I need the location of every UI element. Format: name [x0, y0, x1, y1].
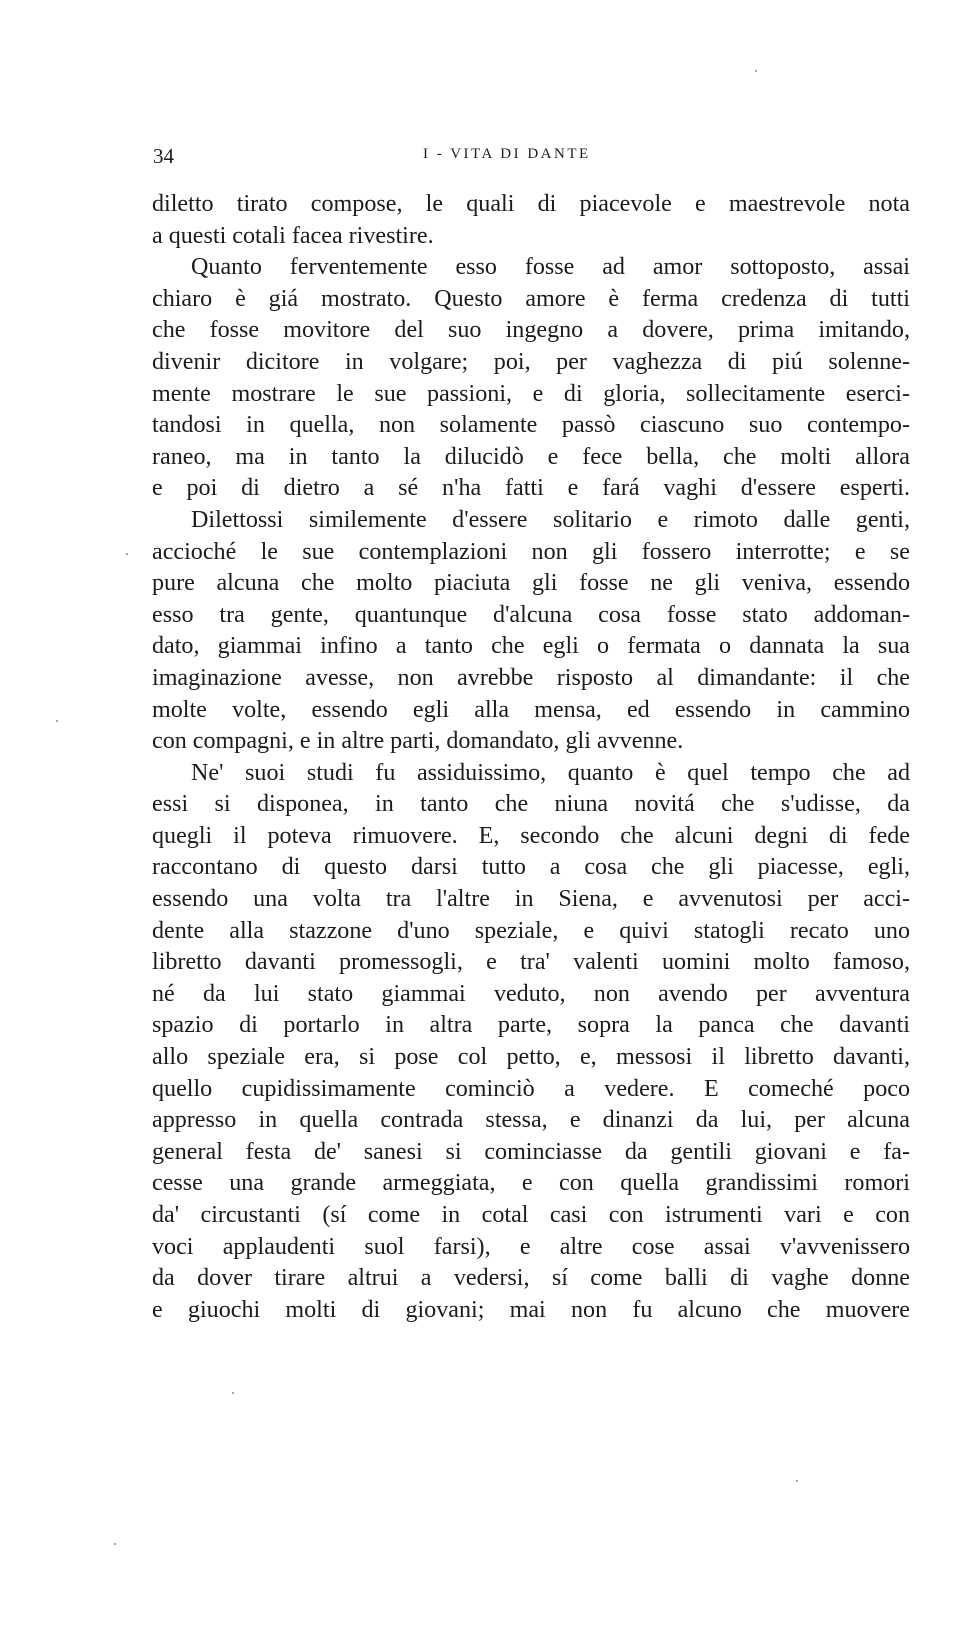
text-line: mente mostrare le sue passioni, e di gloria, sollecitamente eserci-	[152, 380, 910, 407]
text-line: libretto davanti promessogli, e tra' valenti uomini molto famoso,	[152, 949, 910, 976]
scan-speck	[232, 1392, 234, 1394]
text-line: quegli il poteva rimuovere. E, secondo che alcuni degni di fede	[152, 822, 910, 849]
text-line: divenir dicitore in volgare; poi, per vaghezza di piú solenne-	[152, 348, 910, 375]
scan-speck	[56, 720, 58, 722]
text-line: e giuochi molti di giovani; mai non fu alcuno che muovere	[152, 1296, 910, 1323]
text-line: da dover tirare altrui a vedersi, sí come balli di vaghe donne	[152, 1265, 910, 1292]
text-line: voci applaudenti suol farsi), e altre cose assai v'avvenissero	[152, 1233, 910, 1260]
text-line: tandosi in quella, non solamente passò ciascuno suo contempo-	[152, 412, 910, 439]
text-line: Quanto ferventemente esso fosse ad amor sottoposto, assai	[191, 254, 910, 281]
text-line: pure alcuna che molto piaciuta gli fosse ne gli veniva, essendo	[152, 570, 910, 597]
scan-speck	[796, 1480, 798, 1482]
text-line: essi si disponea, in tanto che niuna novitá che s'udisse, da	[152, 791, 910, 818]
text-line: esso tra gente, quantunque d'alcuna cosa fosse stato addoman-	[152, 601, 910, 628]
scan-speck	[755, 70, 757, 72]
page-number: 34	[153, 144, 174, 168]
text-line: cesse una grande armeggiata, e con quella grandissimi romori	[152, 1170, 910, 1197]
text-line: raneo, ma in tanto la dilucidò e fece bella, che molti allora	[152, 443, 910, 470]
text-line: Dilettossi similemente d'essere solitario e rimoto dalle genti,	[191, 506, 910, 533]
text-line: a questi cotali facea rivestire.	[152, 222, 434, 249]
text-line: imaginazione avesse, non avrebbe risposto al dimandante: il che	[152, 664, 910, 691]
text-line: dente alla stazzone d'uno speziale, e quivi statogli recato uno	[152, 917, 910, 944]
text-line: raccontano di questo darsi tutto a cosa che gli piacesse, egli,	[152, 854, 910, 881]
text-line: e poi di dietro a sé n'ha fatti e fará vaghi d'essere esperti.	[152, 475, 910, 502]
text-line: allo speziale era, si pose col petto, e, messosi il libretto davanti,	[152, 1044, 910, 1071]
text-line: chiaro è giá mostrato. Questo amore è ferma credenza di tutti	[152, 285, 910, 312]
scan-speck	[114, 1543, 116, 1545]
text-line: quello cupidissimamente cominciò a vedere. E comeché poco	[152, 1075, 910, 1102]
text-line: diletto tirato compose, le quali di piacevole e maestrevole nota	[152, 191, 910, 217]
scan-speck	[126, 553, 128, 555]
text-line: essendo una volta tra l'altre in Siena, e avvenutosi per acci-	[152, 886, 910, 913]
text-line: dato, giammai infino a tanto che egli o fermata o dannata la sua	[152, 633, 910, 660]
text-line: che fosse movitore del suo ingegno a dovere, prima imitando,	[152, 317, 910, 344]
text-line: con compagni, e in altre parti, domandato, gli avvenne.	[152, 728, 684, 755]
text-line: molte volte, essendo egli alla mensa, ed essendo in cammino	[152, 696, 910, 723]
running-head: I - VITA DI DANTE	[423, 146, 591, 162]
text-line: accioché le sue contemplazioni non gli fossero interrotte; e se	[152, 538, 910, 565]
body-text	[152, 189, 910, 1326]
text-line: da' circustanti (sí come in cotal casi con istrumenti vari e con	[152, 1202, 910, 1228]
page-header	[153, 138, 908, 178]
text-line: né da lui stato giammai veduto, non avendo per avventura	[152, 980, 910, 1007]
text-line: appresso in quella contrada stessa, e dinanzi da lui, per alcuna	[152, 1107, 910, 1134]
text-line: Ne' suoi studi fu assiduissimo, quanto è quel tempo che ad	[191, 759, 910, 786]
text-line: general festa de' sanesi si cominciasse da gentili giovani e fa-	[152, 1138, 910, 1165]
text-line: spazio di portarlo in altra parte, sopra la panca che davanti	[152, 1012, 910, 1039]
